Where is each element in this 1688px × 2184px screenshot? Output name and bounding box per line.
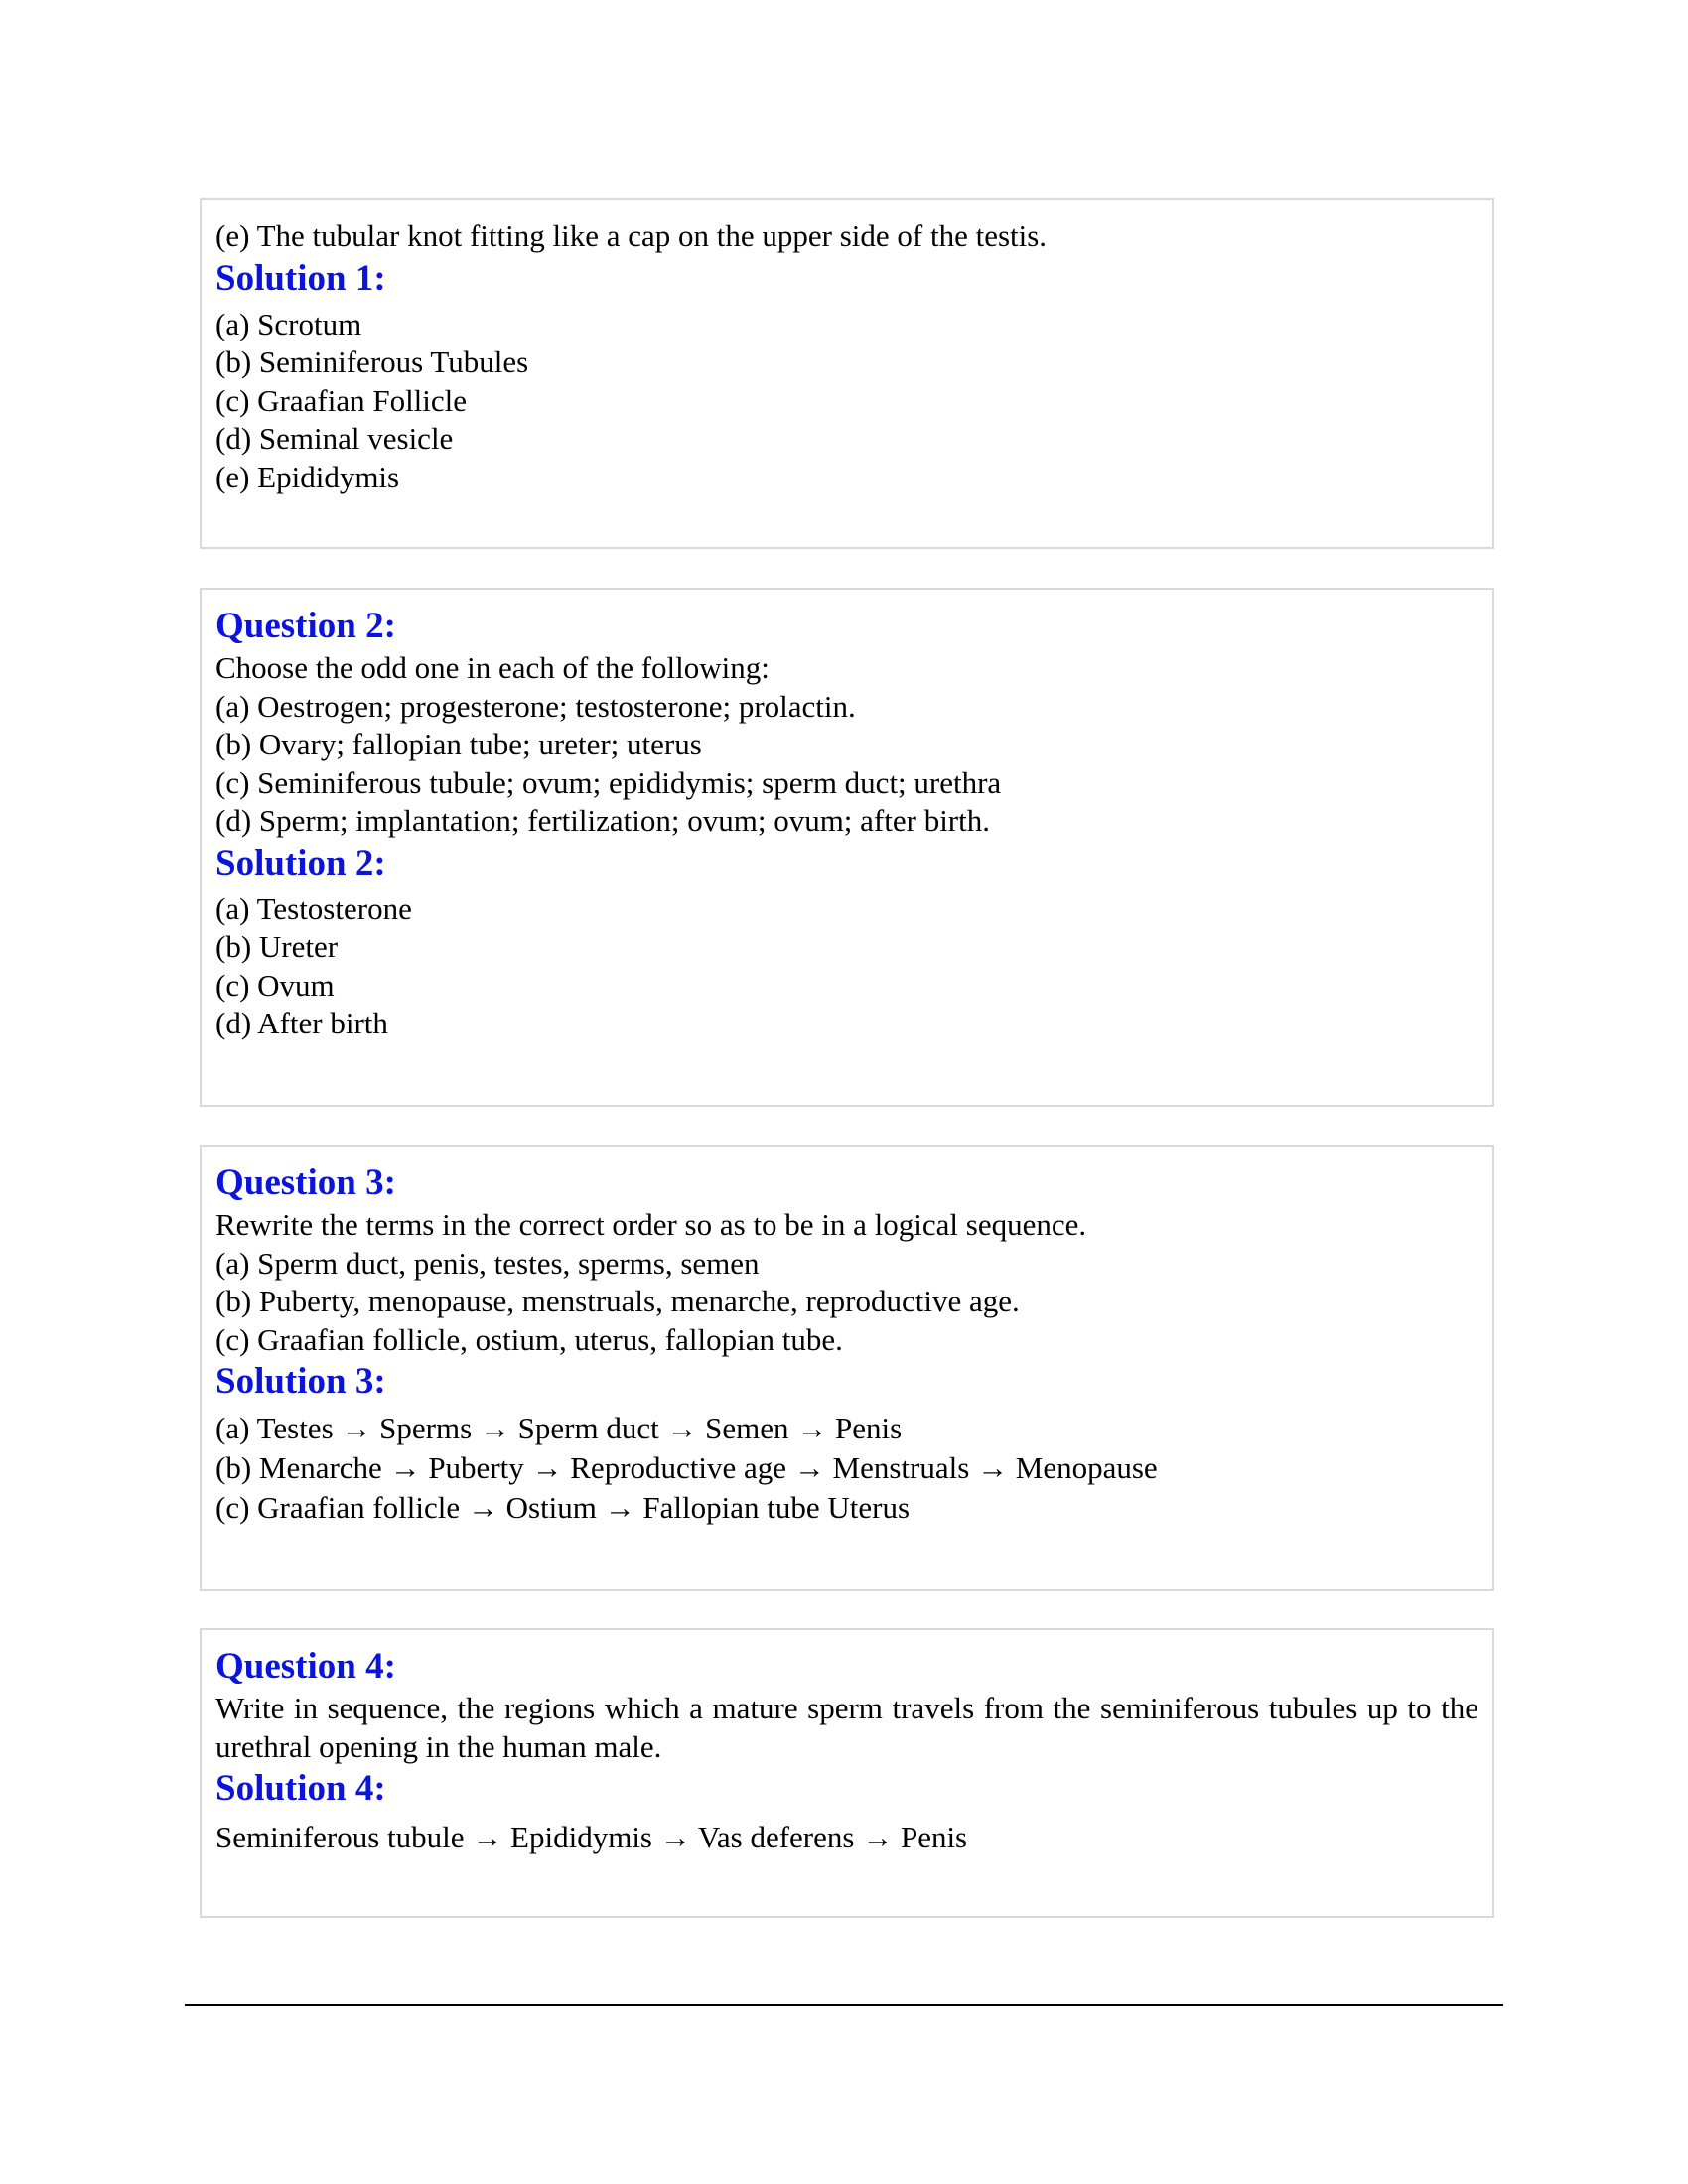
solution-2-answer: (a) Testosterone xyxy=(215,890,412,926)
question-3-item: (c) Graafian follicle, ostium, uterus, fallopian tube. xyxy=(215,1321,843,1357)
question-3-item: (a) Sperm duct, penis, testes, sperms, semen xyxy=(215,1245,760,1281)
solution-3-answers xyxy=(215,1409,1478,1528)
question-3-heading: Question 3: xyxy=(215,1162,396,1203)
solution-2-answers xyxy=(215,890,1478,1043)
solution-1-answer: (a) Scrotum xyxy=(215,306,362,341)
solution-1-answer: (c) Graafian Follicle xyxy=(215,382,468,418)
solution-1-answers xyxy=(215,306,1478,497)
qa-block-1 xyxy=(200,198,1494,549)
solution-1-answer: (b) Seminiferous Tubules xyxy=(215,344,529,379)
solution-2-answer: (d) After birth xyxy=(215,1006,388,1040)
solution-1-answer: (d) Seminal vesicle xyxy=(215,421,454,456)
solution-2-answer: (c) Ovum xyxy=(215,967,335,1003)
question-1-item-e: (e) The tubular knot fitting like a cap on the upper side of the testis. xyxy=(215,218,1048,253)
question-4-heading: Question 4: xyxy=(215,1646,396,1687)
question-2-heading: Question 2: xyxy=(215,606,396,646)
solution-2-answer: (b) Ureter xyxy=(215,929,339,964)
solution-4-answer: Seminiferous tubule → Epididymis → Vas deferens → Penis xyxy=(215,1820,968,1854)
question-2-item: (c) Seminiferous tubule; ovum; epididymis; sperm duct; urethra xyxy=(215,764,1002,800)
solution-4-heading: Solution 4: xyxy=(215,1768,386,1809)
solution-3-answer: (c) Graafian follicle → Ostium → Fallopian tube Uterus xyxy=(215,1490,911,1525)
solution-3-answer: (a) Testes → Sperms → Sperm duct → Semen → Penis xyxy=(215,1411,903,1445)
qa-block-3 xyxy=(200,1145,1494,1591)
question-2-item: (d) Sperm; implantation; fertilization; ovum; ovum; after birth. xyxy=(215,803,990,838)
question-2-item: (a) Oestrogen; progesterone; testosterone; prolactin. xyxy=(215,688,856,724)
solution-1-answer: (e) Epididymis xyxy=(215,459,400,494)
solution-3-answer: (b) Menarche → Puberty → Reproductive age → Menstruals → Menopause xyxy=(215,1450,1158,1485)
question-3-item: (b) Puberty, menopause, menstruals, menarche, reproductive age. xyxy=(215,1284,1020,1318)
footer-divider xyxy=(185,2004,1503,2006)
question-3-prompt: Rewrite the terms in the correct order so as to be in a logical sequence. xyxy=(215,1207,1087,1242)
question-4-prompt: Write in sequence, the regions which a mature sperm travels from the seminiferous tubules up to the urethral opening in the human male. xyxy=(215,1691,1478,1764)
solution-1-heading: Solution 1: xyxy=(215,257,386,299)
qa-block-4 xyxy=(200,1628,1494,1918)
solution-2-heading: Solution 2: xyxy=(215,842,386,884)
question-2-prompt: Choose the odd one in each of the following: xyxy=(215,650,770,685)
solution-3-heading: Solution 3: xyxy=(215,1361,386,1402)
qa-block-2 xyxy=(200,588,1494,1107)
question-2-item: (b) Ovary; fallopian tube; ureter; uterus xyxy=(215,727,702,761)
